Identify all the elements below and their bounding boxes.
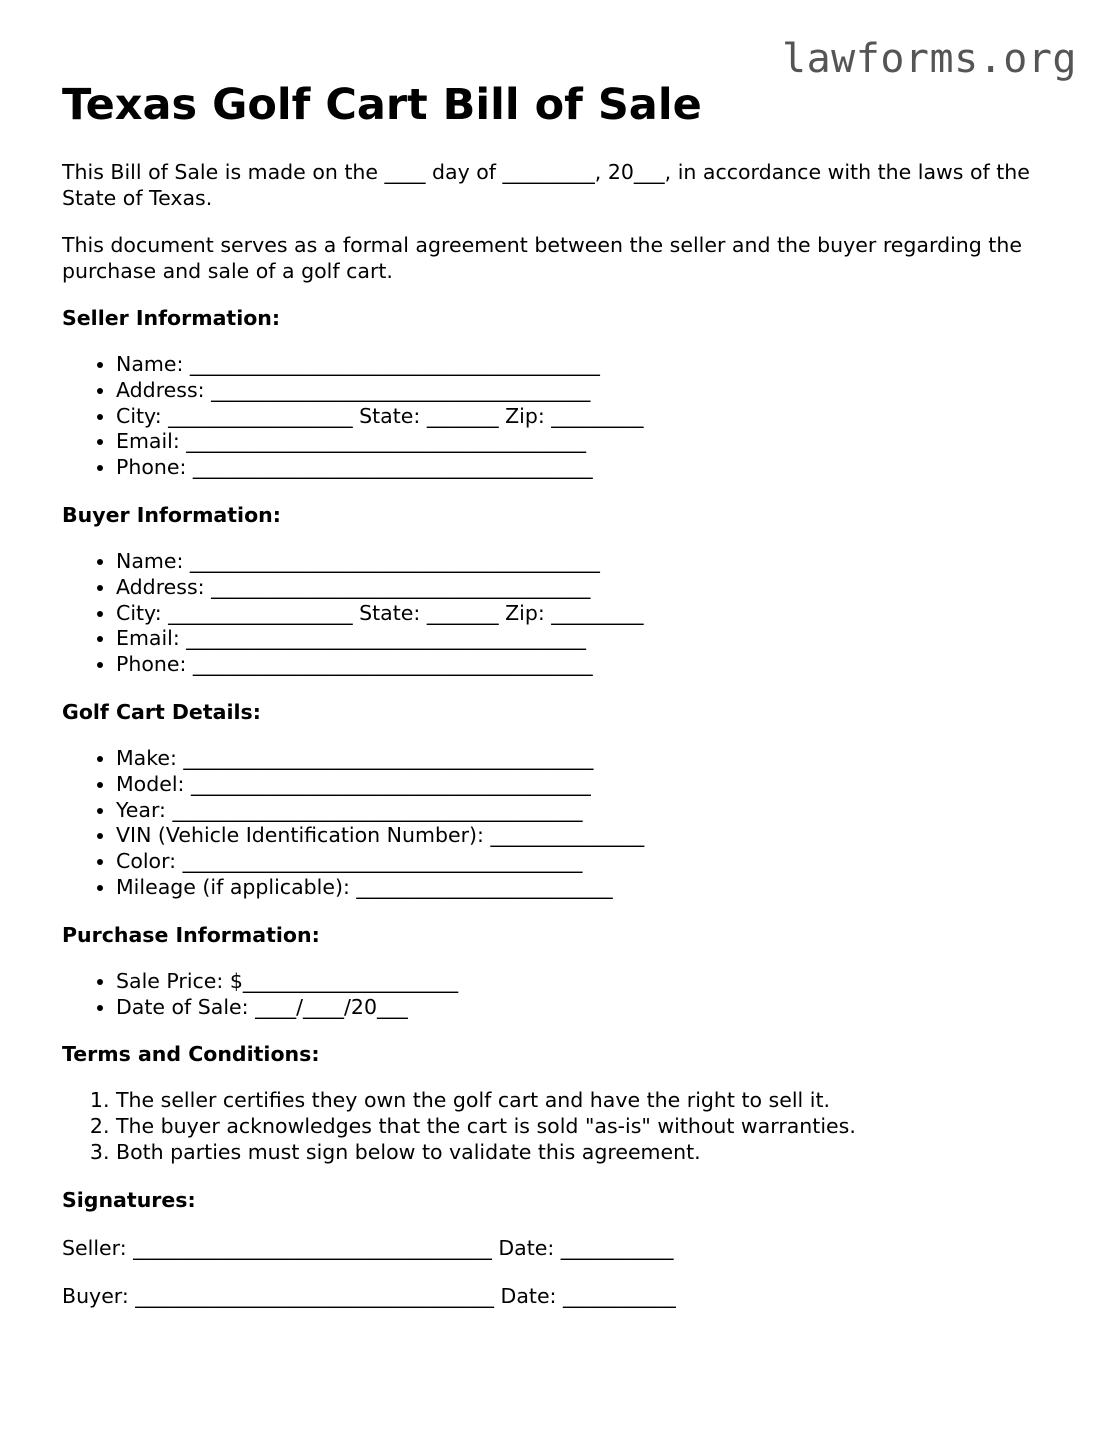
term-item: 3. Both parties must sign below to validate this agreement. xyxy=(116,1140,1062,1166)
purpose-paragraph: This document serves as a formal agreement between the seller and the buyer regarding the purchase and sale of a golf cart. xyxy=(62,233,1022,283)
sale-price-field[interactable]: • Sale Price: $_____________________ xyxy=(116,969,1062,995)
page-title: Texas Golf Cart Bill of Sale xyxy=(62,80,702,130)
date-of-sale-field[interactable]: • Date of Sale: ____/____/20___ xyxy=(116,995,1062,1021)
document-body xyxy=(62,78,1062,1309)
buyer-email-field[interactable]: • Email: _______________________________________ xyxy=(116,626,1062,652)
seller-email-field[interactable]: • Email: _______________________________________ xyxy=(116,429,1062,455)
seller-city-state-zip-field[interactable]: • City: __________________ State: _______ Zip: _________ xyxy=(116,404,1062,430)
buyer-heading: Buyer Information: xyxy=(62,502,281,527)
terms-heading: Terms and Conditions: xyxy=(62,1042,320,1067)
cart-model-field[interactable]: • Model: _______________________________________ xyxy=(116,772,1062,798)
buyer-signature-line[interactable]: Buyer: ___________________________________ Date: ___________ xyxy=(62,1283,676,1308)
buyer-phone-field[interactable]: • Phone: _______________________________________ xyxy=(116,652,1062,678)
cart-list xyxy=(62,746,1062,901)
cart-year-field[interactable]: • Year: ________________________________________ xyxy=(116,798,1062,824)
seller-signature-line[interactable]: Seller: ___________________________________ Date: ___________ xyxy=(62,1235,674,1260)
term-item: 2. The buyer acknowledges that the cart is sold "as-is" without warranties. xyxy=(116,1114,1062,1140)
cart-make-field[interactable]: • Make: ________________________________________ xyxy=(116,746,1062,772)
seller-list xyxy=(62,352,1062,481)
purchase-list xyxy=(62,969,1062,1021)
buyer-list xyxy=(62,549,1062,678)
cart-color-field[interactable]: • Color: _______________________________________ xyxy=(116,849,1062,875)
seller-phone-field[interactable]: • Phone: _______________________________________ xyxy=(116,455,1062,481)
cart-heading: Golf Cart Details: xyxy=(62,699,261,724)
watermark: lawforms.org xyxy=(782,36,1077,82)
cart-mileage-field[interactable]: • Mileage (if applicable): _________________________ xyxy=(116,875,1062,901)
buyer-name-field[interactable]: • Name: ________________________________________ xyxy=(116,549,1062,575)
purchase-heading: Purchase Information: xyxy=(62,922,320,947)
signatures-heading: Signatures: xyxy=(62,1187,196,1212)
intro-paragraph: This Bill of Sale is made on the ____ day of _________, 20___, in accordance with the laws of the State of Texas. xyxy=(62,160,1030,210)
terms-list xyxy=(62,1088,1062,1165)
buyer-address-field[interactable]: • Address: _____________________________________ xyxy=(116,575,1062,601)
seller-heading: Seller Information: xyxy=(62,306,281,330)
cart-vin-field[interactable]: • VIN (Vehicle Identification Number): _______________ xyxy=(116,823,1062,849)
buyer-city-state-zip-field[interactable]: • City: __________________ State: _______ Zip: _________ xyxy=(116,601,1062,627)
seller-address-field[interactable]: • Address: _____________________________________ xyxy=(116,378,1062,404)
term-item: 1. The seller certifies they own the golf cart and have the right to sell it. xyxy=(116,1088,1062,1114)
seller-name-field[interactable]: • Name: ________________________________________ xyxy=(116,352,1062,378)
